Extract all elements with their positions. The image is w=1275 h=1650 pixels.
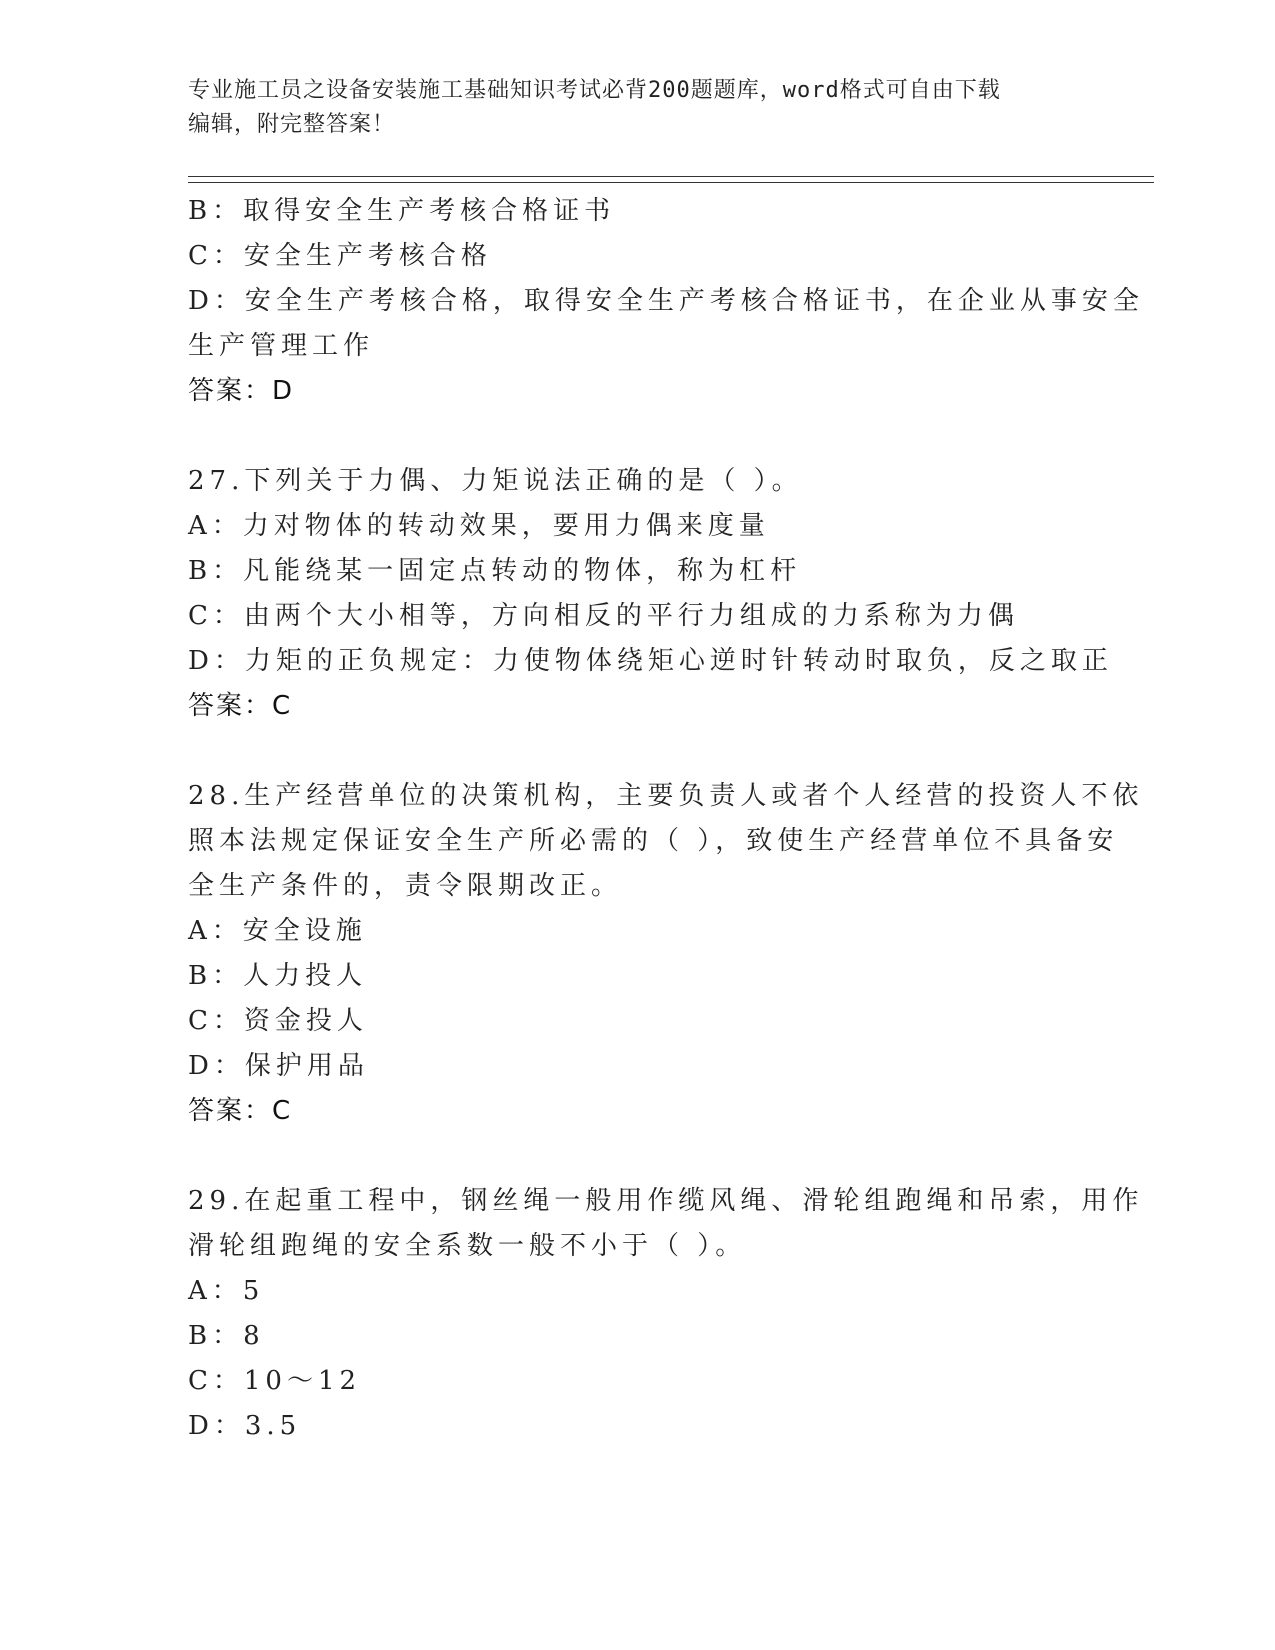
question-stem-line-2: 滑轮组跑绳的安全系数一般不小于（ ）。: [188, 1231, 747, 1261]
option-b: B：取得安全生产考核合格证书: [188, 196, 616, 226]
question-stem-line-1: 28.生产经营单位的决策机构，主要负责人或者个人经营的投资人不依: [188, 781, 1144, 811]
header-title-line-2: 编辑，附完整答案！: [188, 112, 396, 137]
document-header: [188, 74, 1078, 142]
header-divider: [188, 176, 1154, 183]
answer: 答案：D: [188, 376, 295, 406]
question-29: [188, 1179, 1144, 1449]
option-d-line-1: D：安全生产考核合格，取得安全生产考核合格证书，在企业从事安全: [188, 286, 1144, 316]
option-a: A：5: [188, 1276, 265, 1306]
option-d: D：3.5: [188, 1411, 302, 1441]
question-28: [188, 774, 1144, 1134]
option-d: D：保护用品: [188, 1051, 369, 1081]
answer: 答案：C: [188, 1096, 293, 1126]
option-d-line-2: 生产管理工作: [188, 331, 375, 361]
option-c: C：安全生产考核合格: [188, 241, 492, 271]
question-list: [188, 189, 1144, 1449]
question-27: [188, 459, 1113, 729]
question-26-continuation: [188, 189, 1144, 414]
spacer: [188, 1134, 1088, 1179]
option-a: A：力对物体的转动效果，要用力偶来度量: [188, 511, 770, 541]
option-c: C：由两个大小相等，方向相反的平行力组成的力系称为力偶: [188, 601, 1019, 631]
option-b: B：凡能绕某一固定点转动的物体，称为杠杆: [188, 556, 802, 586]
option-d: D：力矩的正负规定：力使物体绕矩心逆时针转动时取负，反之取正: [188, 646, 1113, 676]
question-stem-line-2: 照本法规定保证安全生产所必需的（ ），致使生产经营单位不具备安: [188, 826, 1119, 856]
header-title-line-1: 专业施工员之设备安装施工基础知识考试必背200题题库，word格式可自由下载: [188, 78, 1001, 103]
spacer: [188, 414, 1088, 459]
option-c: C：资金投人: [188, 1006, 368, 1036]
question-stem-line-3: 全生产条件的，责令限期改正。: [188, 871, 623, 901]
question-stem-line-1: 29.在起重工程中，钢丝绳一般用作缆风绳、滑轮组跑绳和吊索，用作: [188, 1186, 1144, 1216]
option-b: B：人力投人: [188, 961, 368, 991]
question-stem: 27.下列关于力偶、力矩说法正确的是（ ）。: [188, 466, 803, 496]
answer: 答案：C: [188, 691, 293, 721]
spacer: [188, 729, 1088, 774]
option-a: A：安全设施: [188, 916, 367, 946]
option-b: B：8: [188, 1321, 265, 1351]
option-c: C：10～12: [188, 1366, 362, 1396]
